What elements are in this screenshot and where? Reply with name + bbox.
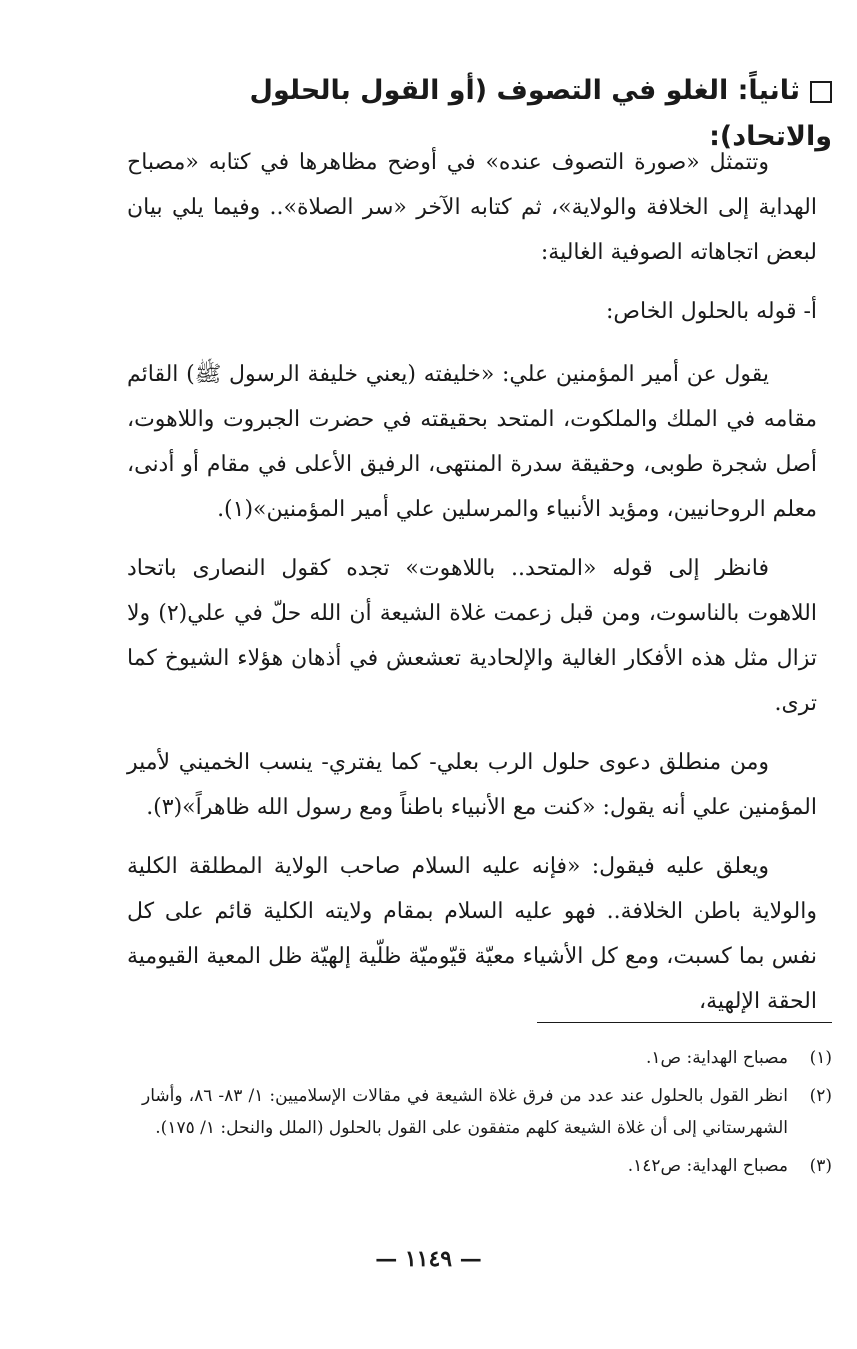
footnote-text: مصباح الهداية: ص١.: [646, 1048, 788, 1068]
footnote-number: (٢): [809, 1086, 832, 1106]
paragraph: ومن منطلق دعوى حلول الرب بعلي- كما يفتري- ينسب الخميني لأمير المؤمنين علي أنه يقول: «كنت مع الأنبياء باطناً ومع رسول الله ظاهراً»(٣).: [127, 750, 817, 820]
footnote-divider: [537, 1022, 832, 1023]
checkbox-square-icon: [810, 81, 832, 103]
main-body: [127, 140, 817, 1038]
section-heading-text: ثانياً: الغلو في التصوف (أو القول بالحلول والاتحاد):: [249, 75, 832, 152]
footnote: [142, 1042, 832, 1074]
footnotes: [142, 1042, 832, 1188]
paragraph: ويعلق عليه فيقول: «فإنه عليه السلام صاحب الولاية المطلقة الكلية والولاية باطن الخلافة.. فهو عليه السلام بمقام ولايته الكلية قائم على كل نفس بما كسبت، ومع كل الأشياء معيّة قيّوميّة ظلّية إلهيّة ظل المعية القيومية الحقة الإلهية،: [127, 854, 817, 1014]
paragraph: وتتمثل «صورة التصوف عنده» في أوضح مظاهرها في كتابه «مصباح الهداية إلى الخلافة والولاية»، ثم كتابه الآخر «سر الصلاة».. وفيما يلي بيان لبعض اتجاهاته الصوفية الغالية:: [127, 150, 817, 265]
footnote-text: انظر القول بالحلول عند عدد من فرق غلاة الشيعة في مقالات الإسلاميين: ١/ ٨٣- ٨٦، وأشار الشهرستاني إلى أن غلاة الشيعة كلهم متفقون على القول بالحلول (الملل والنحل: ١/ ١٧٥).: [142, 1086, 788, 1138]
paragraph: يقول عن أمير المؤمنين علي: «خليفته (يعني خليفة الرسول ﷺ) القائم مقامه في الملك والملكوت، المتحد بحقيقته في حضرت الجبروت واللاهوت، أصل شجرة طوبى، وحقيقة سدرة المنتهى، الرفيق الأعلى في مقام أو أدنى، معلم الروحانيين، ومؤيد الأنبياء والمرسلين علي أمير المؤمنين»(١).: [127, 362, 817, 522]
footnote: [142, 1080, 832, 1144]
footnote: [142, 1150, 832, 1182]
footnote-number: (٣): [809, 1156, 832, 1176]
paragraph: فانظر إلى قوله «المتحد.. باللاهوت» تجده كقول النصارى باتحاد اللاهوت بالناسوت، ومن قبل زعمت غلاة الشيعة أن الله حلّ في علي(٢) ولا تزال مثل هذه الأفكار الغالية والإلحادية تعشعش في أذهان هؤلاء الشيوخ كما ترى.: [127, 556, 817, 716]
subheading: أ- قوله بالحلول الخاص:: [606, 299, 817, 324]
footnote-text: مصباح الهداية: ص١٤٢.: [627, 1156, 788, 1176]
page-number: — ١١٤٩ —: [375, 1246, 482, 1272]
footnote-number: (١): [809, 1048, 832, 1068]
